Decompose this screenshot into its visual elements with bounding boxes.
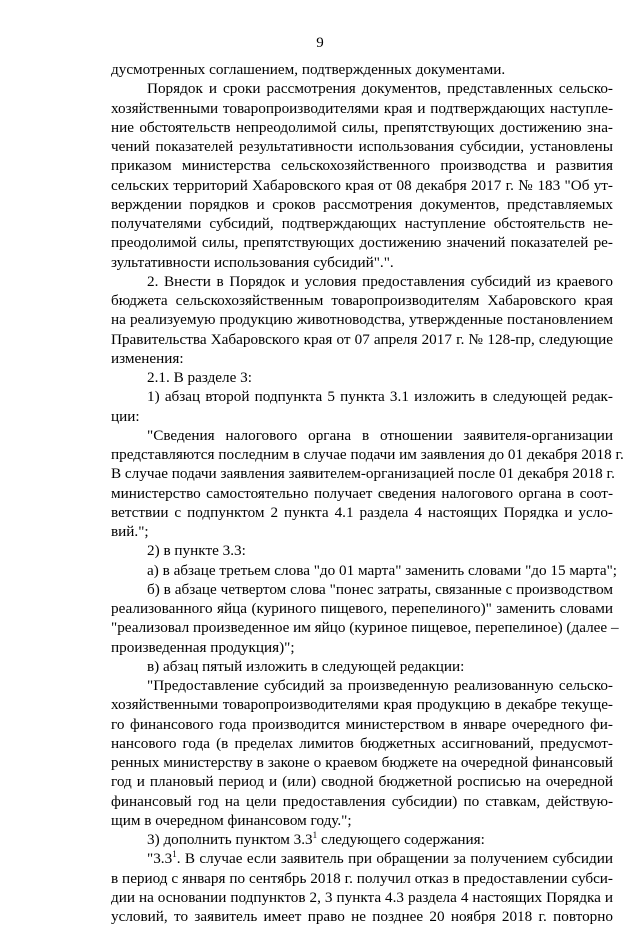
text-fragment: следующего содержания: [317,831,485,848]
text-line: приказом министерства сельскохозяйственного производства и развития [111,156,613,175]
text-line: реализованного яйца (куриного пищевого, перепелиного)" заменить словами [111,599,613,618]
text-line: нансового года (в пределах лимитов бюджетных ассигнований, предусмот- [111,734,613,753]
text-line: произведенная продукция)"; [111,638,613,657]
text-line: в период с января по сентябрь 2018 г. получил отказ в предоставлении субси- [111,869,613,888]
text-fragment: 3) дополнить пунктом 3.3 [147,831,313,848]
superscript: 1 [172,849,177,859]
text-line: получателями субсидий, подтверждающих наступление обстоятельств не- [111,214,613,233]
text-line: го финансового года производится министерством в январе очередного фи- [111,715,613,734]
text-line: в) абзац пятый изложить в следующей редакции: [111,657,613,676]
text-line: зультативности использования субсидий".". [111,253,613,272]
text-line: хозяйственными товаропроизводителями края и подтверждающих наступле- [111,99,613,118]
text-line: Правительства Хабаровского края от 07 апреля 2017 г. № 128-пр, следующие [111,330,613,349]
text-line: чений показателей результативности использования субсидии, установлены [111,137,613,156]
text-line: бюджета сельскохозяйственным товаропроизводителям Хабаровского края [111,291,613,310]
text-line: на реализуемую продукцию животноводства, утвержденные постановлением [111,310,613,329]
text-line: а) в абзаце третьем слова "до 01 марта" заменить словами "до 15 марта"; [111,561,613,580]
text-fragment: "3.3 [147,850,172,867]
text-line: ции: [111,407,613,426]
text-line: 2.1. В разделе 3: [111,368,613,387]
text-line: финансовый год на цели предоставления субсидии) по ставкам, действую- [111,792,613,811]
text-line: дусмотренных соглашением, подтвержденных документами. [111,60,613,79]
paragraph-block [111,60,613,830]
text-line-clause-3-3-1 [111,849,613,868]
text-line: "Предоставление субсидий за произведенную реализованную сельско- [111,676,613,695]
text-line: хозяйственными товаропроизводителями края продукцию в декабре текуще- [111,695,613,714]
text-line: преодолимой силы, препятствующих достижению значений показателей ре- [111,233,613,252]
text-line: министерство самостоятельно получает сведения налогового органа в соот- [111,484,613,503]
text-line-amend-3 [111,830,613,849]
text-line: б) в абзаце четвертом слова "понес затраты, связанные с производством [111,580,613,599]
text-line: В случае подачи заявления заявителем-организацией после 01 декабря 2018 г. [111,464,613,483]
text-line: вий."; [111,522,613,541]
text-line: условий, то заявитель имеет право не позднее 20 ноября 2018 г. повторно [111,907,613,926]
text-line: ренных министерству в законе о краевом бюджете на очередной финансовый [111,753,613,772]
paragraph-block-tail [111,869,613,926]
text-line: сельских территорий Хабаровского края от 08 декабря 2017 г. № 183 "Об ут- [111,176,613,195]
text-line: Порядок и сроки рассмотрения документов, представленных сельско- [111,79,613,98]
text-line: "Сведения налогового органа в отношении заявителя-организации [111,426,613,445]
text-line: 2) в пункте 3.3: [111,541,613,560]
page-number: 9 [0,34,640,52]
text-line: 2. Внести в Порядок и условия предоставления субсидий из краевого [111,272,613,291]
text-line: щим в очередном финансовом году."; [111,811,613,830]
text-line: ветствии с подпунктом 2 пункта 4.1 раздела 4 настоящих Порядка и усло- [111,503,613,522]
text-fragment: . В случае если заявитель при обращении за получением субсидии [177,850,613,867]
text-line: дии на основании подпунктов 2, 3 пункта 4.3 раздела 4 настоящих Порядка и [111,888,613,907]
superscript: 1 [313,830,318,840]
text-line: 1) абзац второй подпункта 5 пункта 3.1 изложить в следующей редак- [111,387,613,406]
text-line: ние обстоятельств непреодолимой силы, препятствующих достижению зна- [111,118,613,137]
text-line: представляются последним в случае подачи им заявления до 01 декабря 2018 г. [111,445,613,464]
text-line: изменения: [111,349,613,368]
text-line: верждении порядков и сроков рассмотрения документов, представляемых [111,195,613,214]
text-line: год и плановый период и (или) сводной бюджетной росписью на очередной [111,772,613,791]
document-body [111,60,613,926]
text-line: "реализовал произведенное им яйцо (куриное пищевое, перепелиное) (далее – [111,618,613,637]
